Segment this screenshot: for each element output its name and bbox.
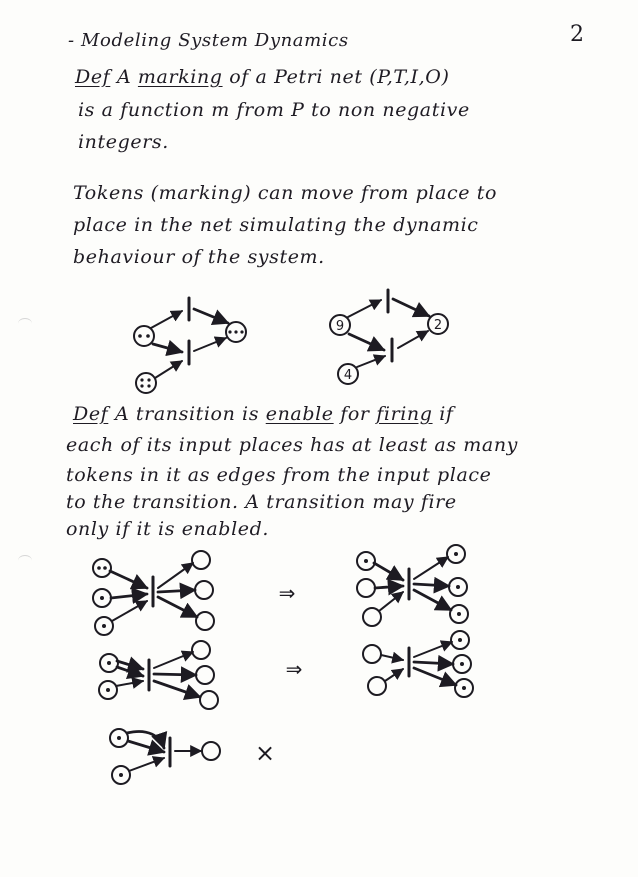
def-label-2: Def	[73, 403, 109, 425]
place	[196, 666, 214, 684]
section-title: - Modeling System Dynamics	[68, 30, 349, 51]
implies-arrow: ⇒	[278, 581, 296, 605]
place	[357, 579, 375, 597]
tokens-paragraph-line-2: place in the net simulating the dynamic	[73, 214, 479, 236]
firing-example-2-after	[363, 631, 473, 697]
place	[192, 551, 210, 569]
place	[202, 742, 220, 760]
term-marking: marking	[137, 66, 223, 88]
tokens-paragraph-line-1: Tokens (marking) can move from place to	[73, 182, 497, 204]
place	[200, 691, 218, 709]
def1-text-rest: of a Petri net (P,T,I,O)	[229, 66, 450, 88]
place	[192, 641, 210, 659]
term-firing: firing	[376, 403, 433, 425]
firing-example-1-after	[357, 545, 468, 626]
petri-net-dots	[134, 298, 246, 393]
implies-arrow: ⇒	[285, 657, 303, 681]
definition-enable-line-3: tokens in it as edges from the input place	[66, 464, 492, 486]
page-number: 2	[570, 22, 584, 47]
definition-marking-line-3: integers.	[78, 131, 169, 153]
definition-marking-line-2: is a function m from P to non negative	[78, 99, 470, 121]
place	[195, 581, 213, 599]
place	[368, 677, 386, 695]
tokens-paragraph-line-3: behaviour of the system.	[73, 246, 325, 268]
def2-text-for: for	[340, 403, 370, 425]
term-enable: enable	[265, 403, 334, 425]
place-label-4: 4	[343, 368, 353, 383]
definition-enable-line-4: to the transition. A transition may fire	[66, 491, 457, 513]
not-enabled-cross-icon: ×	[254, 739, 276, 767]
def2-text-a: A transition is	[114, 403, 260, 425]
place-label-9: 9	[335, 319, 345, 334]
place-label-2: 2	[433, 318, 443, 333]
definition-enable-line-5: only if it is enabled.	[66, 518, 269, 540]
definition-enable-line-2: each of its input places has at least as many	[66, 434, 518, 456]
place	[363, 645, 381, 663]
firing-example-2-before	[99, 641, 218, 709]
firing-example-1-before	[93, 551, 214, 635]
place	[134, 326, 154, 346]
place	[136, 373, 156, 393]
place	[93, 559, 111, 577]
place	[196, 612, 214, 630]
def-label: Def	[75, 66, 111, 88]
def1-text-a: A	[116, 66, 132, 88]
firing-example-3-not-enabled	[110, 729, 220, 784]
def2-text-if: if	[439, 403, 454, 425]
